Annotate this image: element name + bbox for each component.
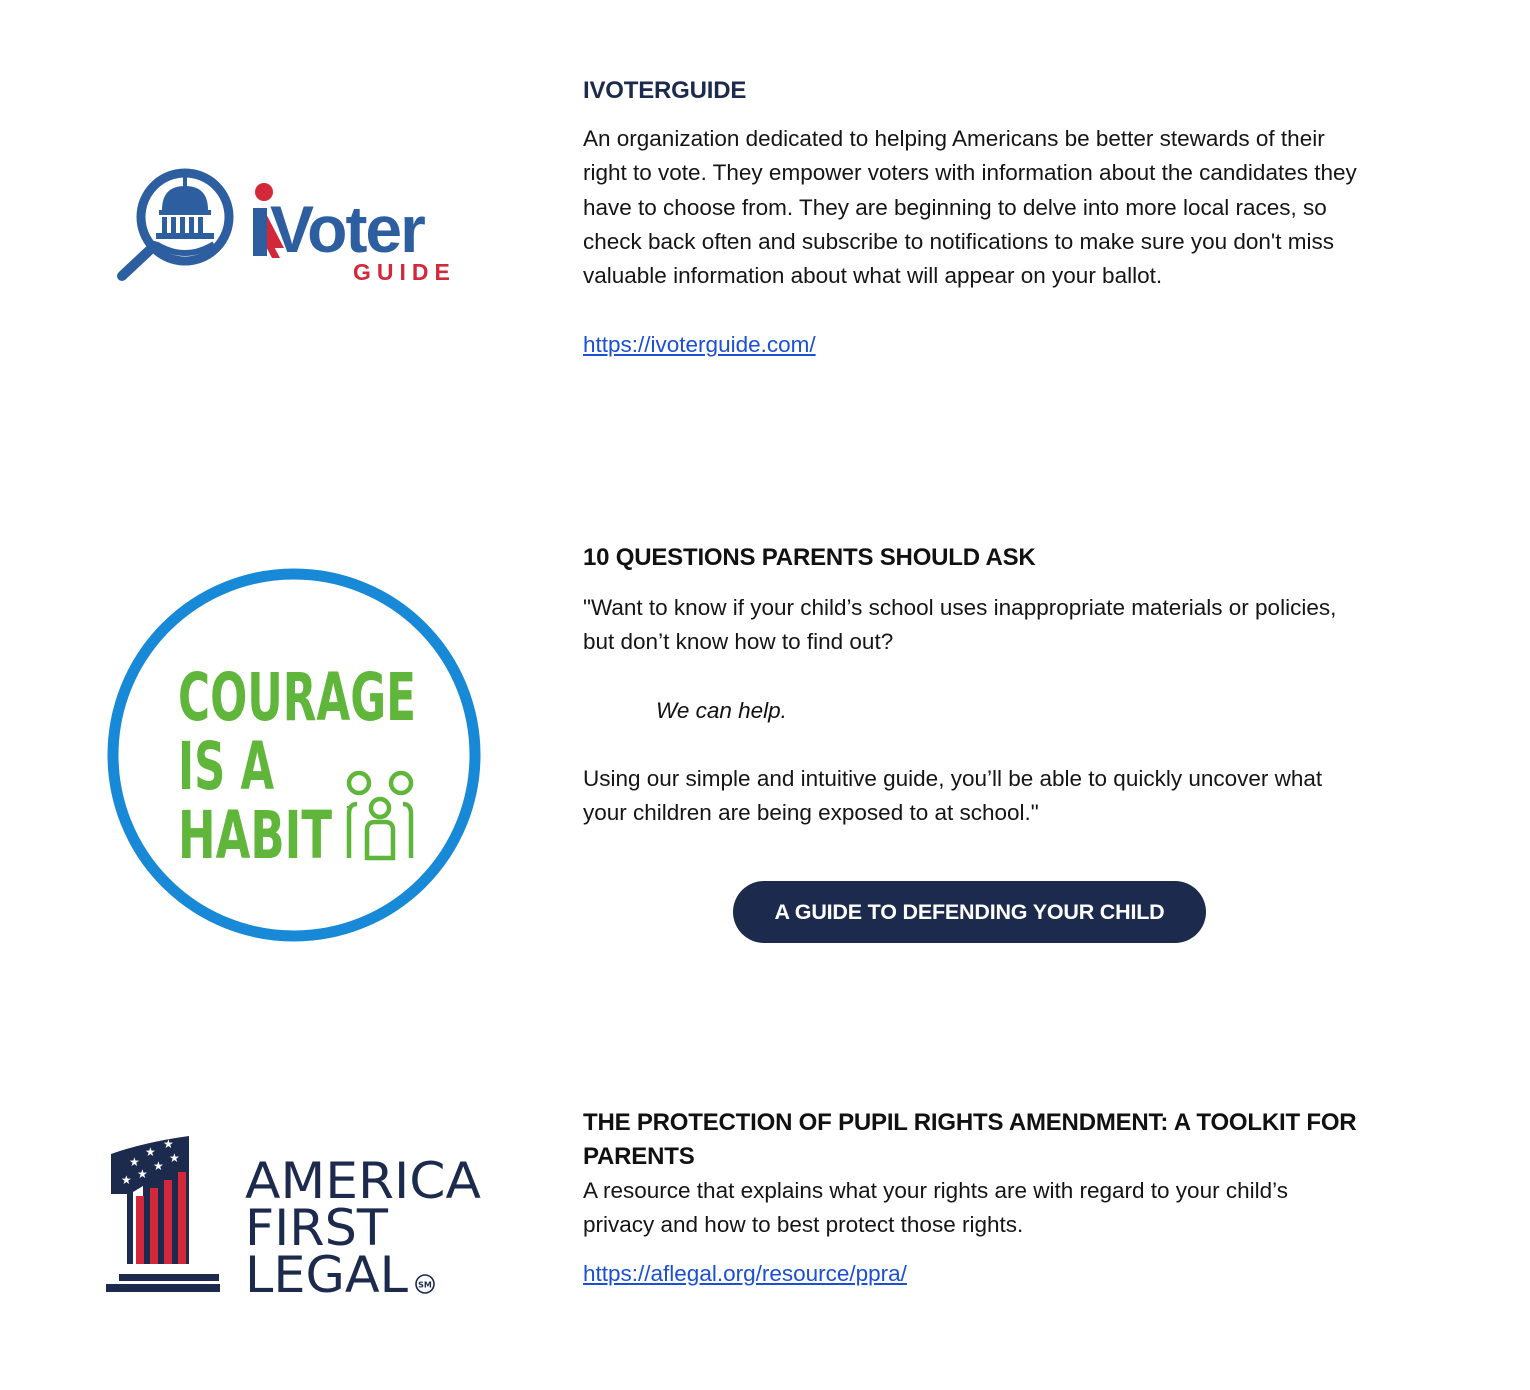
ivoterguide-description: An organization dedicated to helping Americans be better stewards of their right to vote. They empower voters with information about the candidates they have to choose from. They are beginning to delve into more local races, so check back often and subscribe to notifications to make sure you don't miss valuable information about what will appear on your ballot. [583, 126, 1357, 289]
courage-logo-ring [113, 574, 475, 936]
svg-text:★: ★ [153, 1159, 164, 1173]
ppra-link[interactable]: https://aflegal.org/resource/ppra/ [583, 1260, 907, 1286]
ivoterguide-section [0, 0, 1530, 460]
ppra-description: A resource that explains what your rights are with regard to your child’s privacy and how to best protect those rights. [583, 1178, 1288, 1238]
magnifier-swoosh [156, 244, 214, 253]
ivoterguide-logo-graphic [110, 170, 480, 290]
ivoter-guide-wordmark: GUIDE [353, 259, 456, 285]
afl-base-bottom [106, 1284, 220, 1292]
ten-questions-content [583, 541, 1363, 830]
i-stem [253, 208, 267, 256]
svg-text:★: ★ [145, 1145, 156, 1159]
ivoterguide-heading: IVOTERGUIDE [583, 77, 747, 104]
courage-logo-line1: COURAGE [178, 659, 416, 736]
service-mark: SM [418, 1280, 432, 1290]
america-first-legal-logo [105, 1134, 485, 1304]
ppra-content [583, 1106, 1363, 1291]
ten-questions-we-can-help: We can help. [656, 697, 787, 723]
afl-line3: LEGAL [245, 1246, 409, 1304]
ppra-heading: THE PROTECTION OF PUPIL RIGHTS AMENDMENT: A TOOLKIT FOR PARENTS [583, 1109, 1357, 1170]
ppra-section [0, 1020, 1530, 1390]
ivoterguide-content [583, 74, 1363, 362]
courage-is-a-habit-logo-graphic [105, 568, 483, 946]
courage-logo-line2: IS A [178, 728, 274, 805]
courage-is-a-habit-logo [105, 568, 483, 946]
america-first-legal-logo-graphic [105, 1134, 485, 1304]
afl-line2: FIRST [245, 1199, 389, 1257]
magnifier-handle [122, 246, 154, 276]
svg-text:★: ★ [121, 1173, 132, 1187]
ivoterguide-logo [110, 170, 480, 290]
courage-logo-line3: HABIT [178, 797, 332, 874]
ivoterguide-link[interactable]: https://ivoterguide.com/ [583, 332, 816, 358]
svg-text:★: ★ [129, 1155, 140, 1169]
capitol-dome-icon [156, 177, 214, 239]
ivoter-wordmark: Voter [270, 192, 424, 266]
svg-text:★: ★ [169, 1151, 180, 1165]
svg-text:★: ★ [137, 1167, 148, 1181]
afl-line1: AMERICA [245, 1152, 481, 1210]
svg-text:★: ★ [163, 1137, 174, 1151]
ten-questions-heading: 10 QUESTIONS PARENTS SHOULD ASK [583, 544, 1036, 571]
ten-questions-body: Using our simple and intuitive guide, you’ll be able to quickly uncover what your children are being exposed to at school." [583, 765, 1323, 825]
afl-base-top [119, 1274, 219, 1281]
ten-questions-intro: "Want to know if your child’s school uses inappropriate materials or policies, but don’t know how to find out? [583, 595, 1337, 655]
guide-to-defending-your-child-button[interactable]: A GUIDE TO DEFENDING YOUR CHILD [733, 881, 1206, 943]
